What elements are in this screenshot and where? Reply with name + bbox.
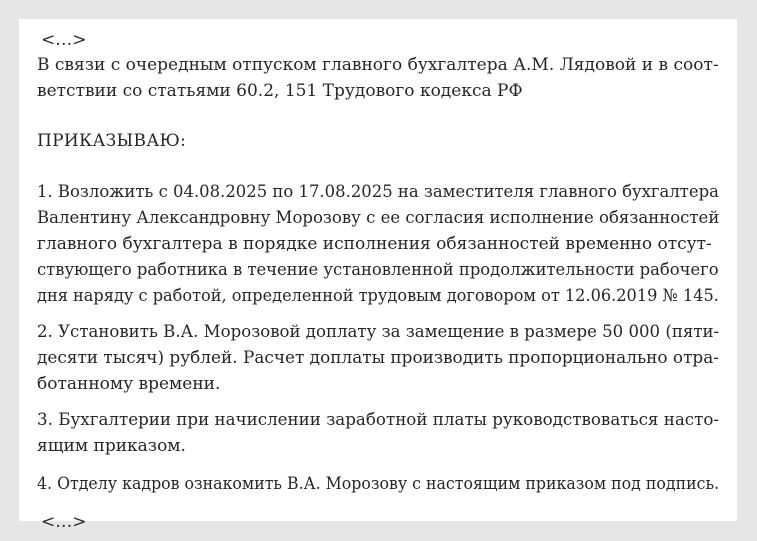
order-heading: ПРИКАЗЫВАЮ: [37,131,187,151]
intro-line-1: В связи с очередным отпуском главного бухгалтера А.М. Лядовой и в соот- [37,55,719,75]
omission-marker-bottom: <…> [41,512,87,532]
item2-line-1: 2. Установить В.А. Морозовой доплату за замещение в размере 50 000 (пяти- [37,322,720,342]
item1-line-1: 1. Возложить с 04.08.2025 по 17.08.2025 на заместителя главного бухгалтера [37,182,719,202]
item2-line-3: ботанному времени. [37,374,221,394]
intro-line-2: ветствии со статьями 60.2, 151 Трудового кодекса РФ [37,81,523,101]
omission-marker-top: <…> [41,30,87,50]
item1-line-2: Валентину Александровну Морозову с ее согласия исполнение обязанностей [37,208,720,228]
item1-line-3: главного бухгалтера в порядке исполнения обязанностей временно отсут- [37,234,712,254]
item1-line-4: ствующего работника в течение установленной продолжительности рабочего [37,260,719,280]
item3-line-1: 3. Бухгалтерии при начислении заработной платы руководствоваться насто- [37,410,720,430]
item1-line-5: дня наряду с работой, определенной трудовым договором от 12.06.2019 № 145. [37,286,719,306]
item4-line-1: 4. Отделу кадров ознакомить В.А. Морозову с настоящим приказом под подпись. [37,474,720,494]
item3-line-2: ящим приказом. [37,436,186,456]
document-page [19,19,737,532]
item2-line-2: десяти тысяч) рублей. Расчет доплаты производить пропорционально отра- [37,348,719,368]
